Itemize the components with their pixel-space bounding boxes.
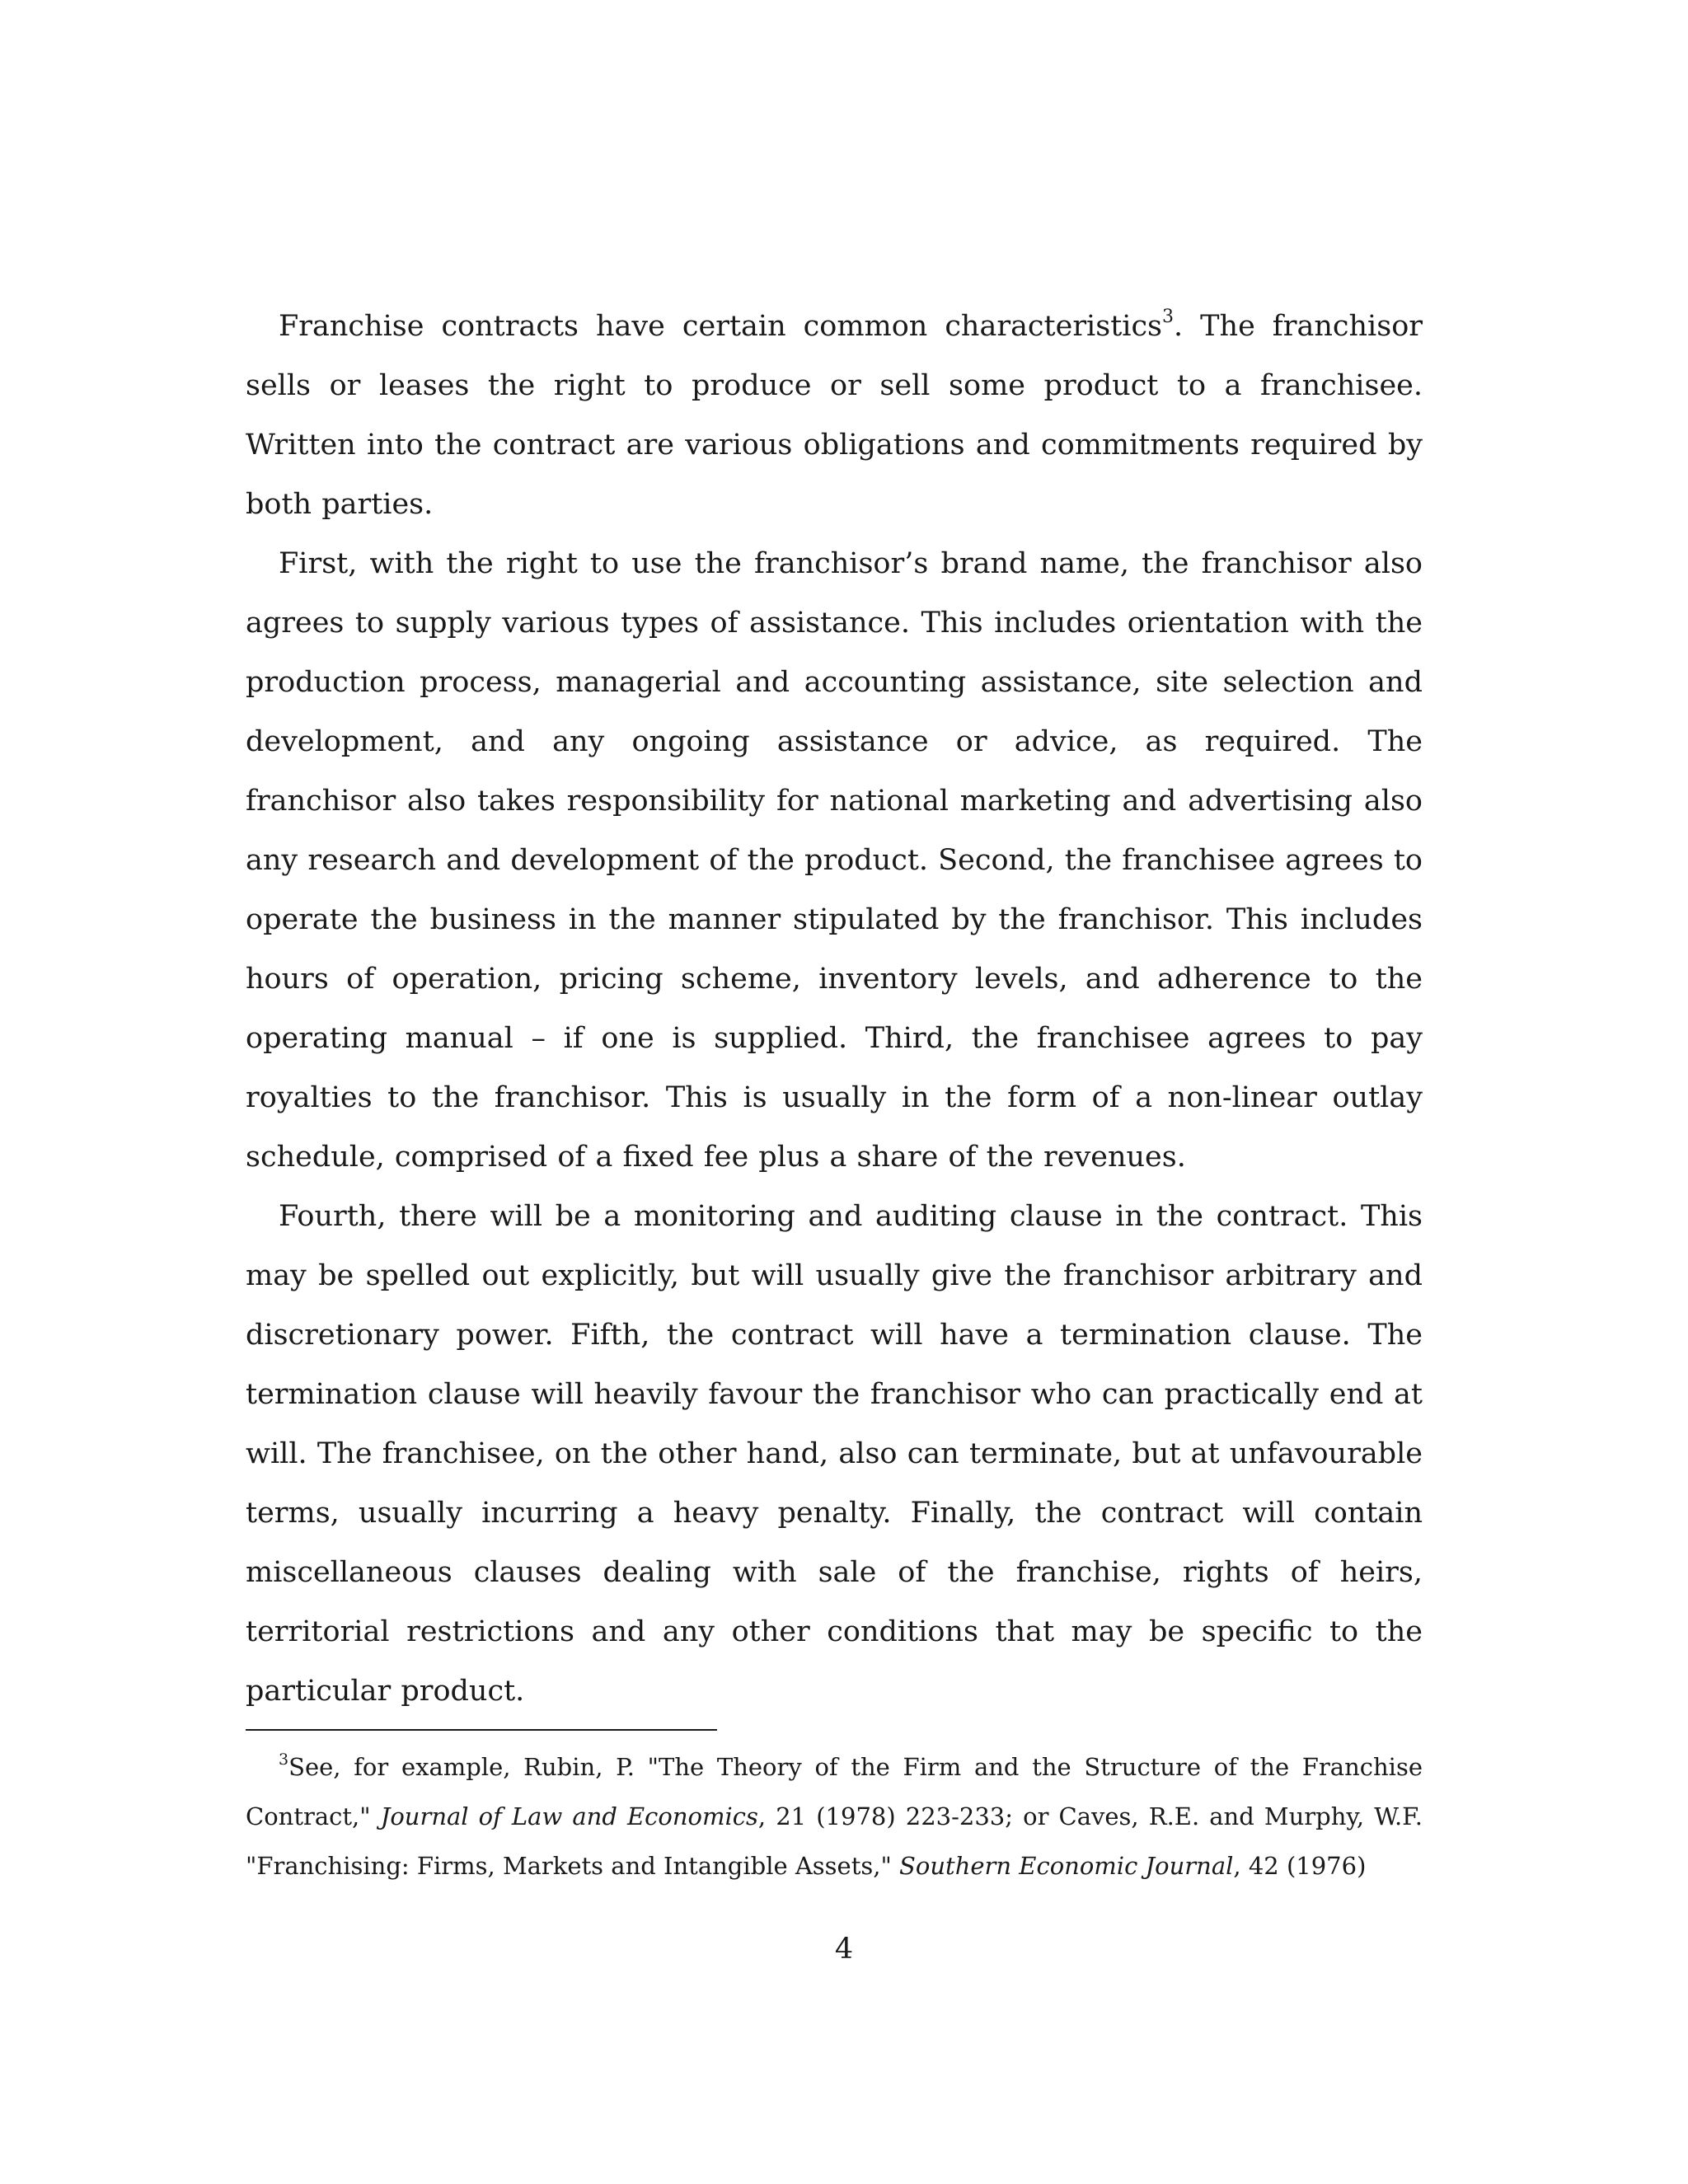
paragraph-2: First, with the right to use the franchisor’s brand name, the franchisor also agrees to supply various types of assistance. This includes orientation with the production process, managerial and accounting assistance, site selection and development, and any ongoing assistance or advice, as required. The franchisor also takes responsibility for national marketing and advertising also any research and development of the product. Second, the franchisee agrees to operate the business in the manner stipulated by the franchisor. This includes hours of operation, pricing scheme, inventory levels, and adherence to the operating manual – if one is supplied. Third, the franchisee agrees to pay royalties to the franchisor. This is usually in the form of a non-linear outlay schedule, comprised of a fixed fee plus a share of the revenues.	[246, 547, 1423, 1174]
footnote-journal-2: Southern Economic Journal	[899, 1852, 1234, 1880]
footnote-text-part-1: See, for example, Rubin, P. "The Theory of the Firm and the Structure of the Franchise Contract,"	[246, 1753, 1423, 1830]
page-body	[246, 297, 1423, 1891]
footnote-text-part-3: , 42 (1976)	[1233, 1852, 1367, 1880]
footnote-text-part-2: , 21 (1978) 223-233; or Caves, R.E. and Murphy, W.F. "Franchising: Firms, Markets and Intangible Assets,"	[246, 1802, 1423, 1880]
paragraph-3: Fourth, there will be a monitoring and auditing clause in the contract. This may be spelled out explicitly, but will usually give the franchisor arbitrary and discretionary power. Fifth, the contract will have a termination clause. The termination clause will heavily favour the franchisor who can practically end at will. The franchisee, on the other hand, also can terminate, but at unfavourable terms, usually incurring a heavy penalty. Finally, the contract will contain miscellaneous clauses dealing with sale of the franchise, rights of heirs, territorial restrictions and any other conditions that may be specific to the particular product.	[246, 1200, 1423, 1708]
paragraph-1-text-start: Franchise contracts have certain common characteristics	[279, 310, 1163, 343]
footnote-marker: 3	[279, 1750, 289, 1769]
footnote-divider	[246, 1729, 717, 1731]
footnote-journal-1: Journal of Law and Economics	[380, 1802, 758, 1830]
page-number: 4	[834, 1933, 854, 1966]
paragraph-1	[246, 297, 1423, 534]
paragraph-1-text-end: . The franchisor sells or leases the right to produce or sell some product to a franchisee. Written into the contract are various obligations and commitments required by both parties.	[246, 310, 1423, 521]
footnote-reference-3[interactable]: 3	[1162, 307, 1175, 327]
footnote-3	[246, 1742, 1423, 1891]
